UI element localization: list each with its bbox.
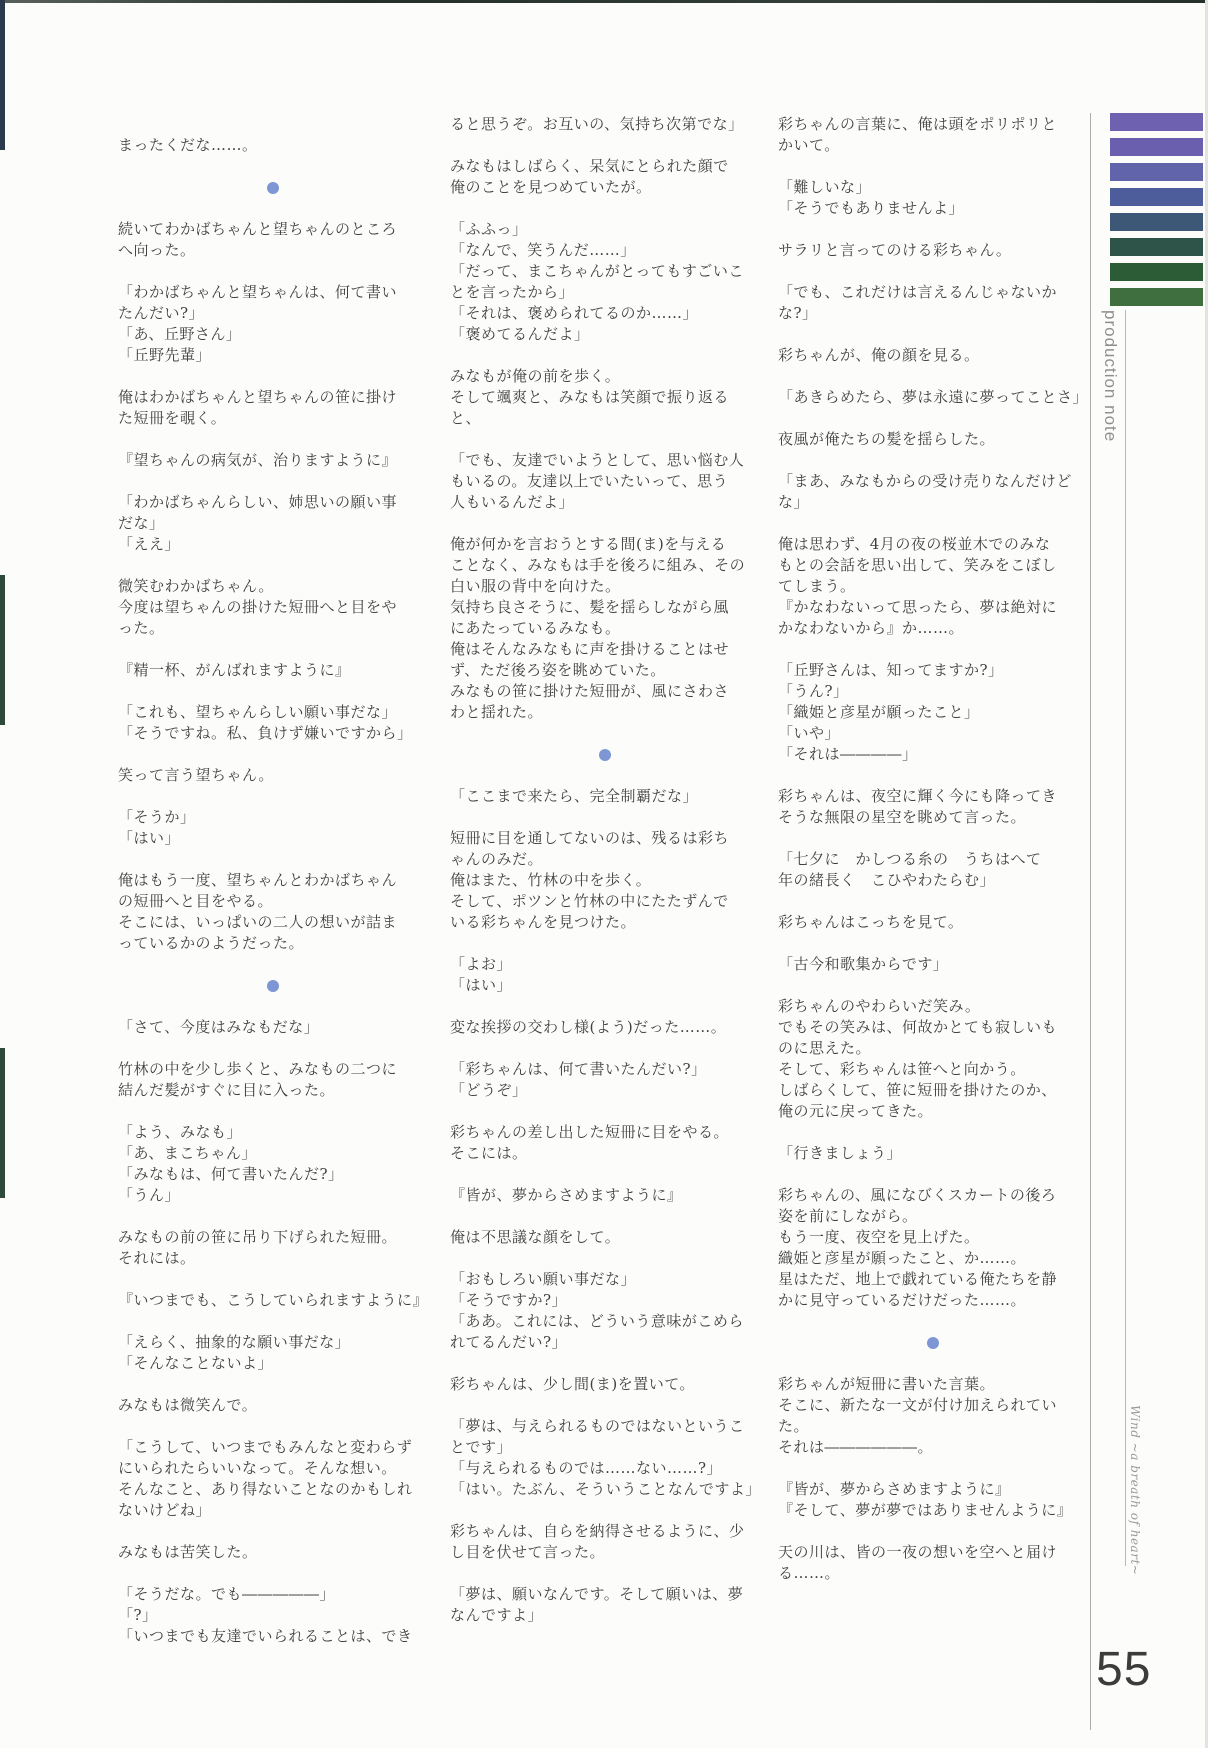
paragraph: [778, 660, 1088, 765]
text-line: る……。: [778, 1564, 841, 1582]
text-line: っているかのようだった。: [118, 934, 305, 952]
margin-inner-rule: [1125, 310, 1126, 1566]
paragraph: [118, 1542, 428, 1563]
text-line: 今度は望ちゃんの掛けた短冊へと目をや: [118, 598, 398, 616]
paragraph: [118, 1059, 428, 1101]
text-line: 「うん」: [118, 1186, 181, 1204]
text-line: ないけどね」: [118, 1501, 212, 1519]
text-line: てしまう。: [778, 577, 856, 595]
text-line: 「古今和歌集からです」: [778, 955, 949, 973]
text-line: 結んだ髪がすぐに目に入った。: [118, 1081, 336, 1099]
paragraph: [778, 996, 1088, 1122]
text-line: 「なんで、笑うんだ……」: [450, 241, 636, 259]
text-line: みなもはしばらく、呆気にとられた顔で: [450, 157, 729, 175]
paragraph: [778, 282, 1088, 324]
text-line: そして、彩ちゃんは笹へと向かう。: [778, 1060, 1026, 1078]
paragraph: [778, 786, 1088, 828]
text-line: た短冊を覗く。: [118, 409, 227, 427]
paragraph: [118, 1395, 428, 1416]
text-line: 「まあ、みなもからの受け売りなんだけど: [778, 472, 1072, 490]
text-line: 「わかばちゃんらしい、姉思いの願い事: [118, 493, 398, 511]
text-line: 「そんなことないよ」: [118, 1354, 274, 1372]
paragraph: [118, 1437, 428, 1521]
paragraph: [118, 1227, 428, 1269]
text-line: 竹林の中を少し歩くと、みなもの二つに: [118, 1060, 398, 1078]
color-bar: [1110, 113, 1203, 131]
text-line: 「こうして、いつまでもみんなと変わらず: [118, 1438, 413, 1456]
text-line: ことなく、みなもは手を後ろに組み、その: [450, 556, 746, 574]
story-column-1: [118, 135, 428, 1647]
text-line: 星はただ、地上で戯れている俺たちを静: [778, 1270, 1058, 1288]
paragraph: [778, 177, 1088, 219]
paragraph: [450, 1269, 760, 1353]
text-line: 「おもしろい願い事だな」: [450, 1270, 637, 1288]
text-line: 「でも、これだけは言えるんじゃないか: [778, 283, 1058, 301]
text-line: 「そうですか?」: [450, 1291, 568, 1309]
section-separator: [450, 744, 760, 765]
text-line: 俺のことを見つめていたが。: [450, 178, 652, 196]
paragraph: [118, 450, 428, 471]
text-line: 「彩ちゃんは、何て書いたんだい?」: [450, 1060, 707, 1078]
text-line: 続いてわかばちゃんと望ちゃんのところ: [118, 220, 398, 238]
color-bar: [1110, 213, 1203, 231]
paragraph: [778, 1374, 1088, 1458]
page-left-edge-mark: [0, 1048, 5, 1198]
text-line: もう一度、夜空を見上げた。: [778, 1228, 980, 1246]
paragraph: [118, 135, 428, 156]
paragraph: [450, 786, 760, 807]
text-line: 「はい」: [118, 829, 181, 847]
paragraph: [778, 429, 1088, 450]
text-line: 「だって、まこちゃんがとってもすごいこ: [450, 262, 744, 280]
text-line: ゃんのみだ。: [450, 850, 544, 868]
paragraph: [778, 912, 1088, 933]
text-line: 俺はそんなみなもに声を掛けることはせ: [450, 640, 730, 658]
text-line: 彩ちゃんが短冊に書いた言葉。: [778, 1375, 996, 1393]
text-line: 「難しいな」: [778, 178, 872, 196]
paragraph: [450, 1374, 760, 1395]
text-line: れてるんだい?」: [450, 1333, 568, 1351]
paragraph: [450, 1185, 760, 1206]
text-line: 短冊に目を通してないのは、残るは彩ち: [450, 829, 730, 847]
color-bar: [1110, 138, 1203, 156]
text-line: な?」: [778, 304, 818, 322]
paragraph: [778, 1143, 1088, 1164]
paragraph: [450, 1122, 760, 1164]
text-line: だな」: [118, 514, 165, 532]
paragraph: [118, 660, 428, 681]
text-line: にあたっているみなも。: [450, 619, 621, 637]
text-line: 「どうぞ」: [450, 1081, 528, 1099]
text-line: そこに、新たな一文が付け加えられてい: [778, 1396, 1058, 1414]
page-left-edge-mark: [0, 575, 5, 725]
paragraph: [778, 345, 1088, 366]
text-line: なんですよ」: [450, 1606, 544, 1624]
paragraph: [118, 1017, 428, 1038]
story-column-2: [450, 114, 760, 1626]
text-line: しばらくして、笹に短冊を掛けたのか、: [778, 1081, 1057, 1099]
text-line: 「丘野先輩」: [118, 346, 212, 364]
text-line: 「そうだな。でも―――――」: [118, 1585, 336, 1603]
text-line: 「それは、褒められてるのか……」: [450, 304, 699, 322]
text-line: と、: [450, 409, 482, 427]
text-line: 「わかばちゃんと望ちゃんは、何て書い: [118, 283, 398, 301]
text-line: 笑って言う望ちゃん。: [118, 766, 274, 784]
text-line: 夜風が俺たちの髪を揺らした。: [778, 430, 996, 448]
paragraph: [118, 870, 428, 954]
text-line: 「丘野さんは、知ってますか?」: [778, 661, 1004, 679]
text-line: 「そうですね。私、負けず嫌いですから」: [118, 724, 413, 742]
text-line: 俺の元に戻ってきた。: [778, 1102, 934, 1120]
text-line: 微笑むわかばちゃん。: [118, 577, 274, 595]
text-line: 「よう、みなも」: [118, 1123, 243, 1141]
text-line: 「よお」: [450, 955, 513, 973]
section-separator: [778, 1332, 1088, 1353]
section-separator-dot: [599, 749, 611, 761]
paragraph: [118, 807, 428, 849]
text-line: それは――――――。: [778, 1438, 934, 1456]
section-separator: [118, 177, 428, 198]
text-line: 彩ちゃんは、夜空に輝く今にも降ってき: [778, 787, 1058, 805]
paragraph: [118, 576, 428, 639]
text-line: 「それは――――」: [778, 745, 918, 763]
paragraph: [778, 1185, 1088, 1311]
text-line: 「でも、友達でいようとして、思い悩む人: [450, 451, 745, 469]
text-line: 年の緒長く こひやわたらむ」: [778, 871, 996, 889]
text-line: 彩ちゃんはこっちを見て。: [778, 913, 964, 931]
text-line: 『望ちゃんの病気が、治りますように』: [118, 451, 398, 469]
text-line: 「褒めてるんだよ」: [450, 325, 590, 343]
paragraph: [450, 954, 760, 996]
text-line: な」: [778, 493, 810, 511]
text-line: みなもの前の笹に吊り下げられた短冊。: [118, 1228, 398, 1246]
text-line: たんだい?」: [118, 304, 205, 322]
text-line: ず、ただ後ろ姿を眺めていた。: [450, 661, 666, 679]
paragraph: [118, 1584, 428, 1647]
text-line: 織姫と彦星が願ったこと、か……。: [778, 1249, 1027, 1267]
text-line: そうな無限の星空を眺めて言った。: [778, 808, 1027, 826]
text-line: 彩ちゃんは、自らを納得させるように、少: [450, 1522, 745, 1540]
text-line: それには。: [118, 1249, 196, 1267]
text-line: 姿を前にしながら。: [778, 1207, 918, 1225]
text-line: 『皆が、夢からさめますように』: [778, 1480, 1011, 1498]
text-line: 「あ、まこちゃん」: [118, 1144, 257, 1162]
text-line: 彩ちゃんの、風になびくスカートの後ろ: [778, 1186, 1057, 1204]
section-separator-dot: [927, 1337, 939, 1349]
series-title-script: Wind ~a breath of heart~: [1128, 1405, 1142, 1576]
text-line: 変な挨拶の交わし様(よう)だった……。: [450, 1018, 727, 1036]
text-line: にいられたらいいなって。そんな想い。: [118, 1459, 397, 1477]
text-line: そんなこと、あり得ないことなのかもしれ: [118, 1480, 413, 1498]
page-left-edge-mark: [0, 0, 5, 150]
text-line: 「ああ。これには、どういう意味がこめら: [450, 1312, 744, 1330]
text-line: 『かなわないって思ったら、夢は絶対に: [778, 598, 1058, 616]
color-bar: [1110, 238, 1203, 256]
text-line: 「織姫と彦星が願ったこと」: [778, 703, 980, 721]
text-line: 「?」: [118, 1606, 158, 1624]
text-line: 俺はわかばちゃんと望ちゃんの笹に掛け: [118, 388, 398, 406]
paragraph: [450, 1521, 760, 1563]
text-line: 「行きましょう」: [778, 1144, 903, 1162]
text-line: かなわないから』か……。: [778, 619, 965, 637]
text-line: まったくだな……。: [118, 136, 258, 154]
text-line: とです」: [450, 1438, 513, 1456]
text-line: 白い服の背中を向けた。: [450, 577, 621, 595]
text-line: もとの会話を思い出して、笑みをこぼし: [778, 556, 1057, 574]
text-line: 「夢は、与えられるものではないというこ: [450, 1417, 745, 1435]
text-line: 「いつまでも友達でいられることは、でき: [118, 1627, 413, 1645]
story-column-3: [778, 114, 1088, 1584]
margin-separator-rule: [1090, 113, 1091, 1730]
text-line: 彩ちゃんは、少し間(ま)を置いて。: [450, 1375, 695, 1393]
paragraph: [118, 219, 428, 261]
paragraph: [778, 387, 1088, 408]
text-line: 彩ちゃんが、俺の顔を見る。: [778, 346, 980, 364]
text-line: ると思うぞ。お互いの、気持ち次第でな」: [450, 115, 744, 133]
text-line: みなもが俺の前を歩く。: [450, 367, 621, 385]
paragraph: [118, 1332, 428, 1374]
text-line: 「えらく、抽象的な願い事だな」: [118, 1333, 351, 1351]
text-line: し目を伏せて言った。: [450, 1543, 606, 1561]
text-line: 「いや」: [778, 724, 841, 742]
paragraph: [778, 849, 1088, 891]
text-line: 「七夕に かしつる糸の うちはへて: [778, 850, 1042, 868]
text-line: った。: [118, 619, 165, 637]
paragraph: [450, 114, 760, 135]
text-line: みなもの笹に掛けた短冊が、風にさわさ: [450, 682, 730, 700]
paragraph: [118, 702, 428, 744]
text-line: のに思えた。: [778, 1039, 872, 1057]
page-number: 55: [1096, 1643, 1152, 1696]
text-line: 彩ちゃんの差し出した短冊に目をやる。: [450, 1123, 730, 1141]
text-line: みなもは苦笑した。: [118, 1543, 258, 1561]
text-line: 彩ちゃんのやわらいだ笑み。: [778, 997, 981, 1015]
paragraph: [778, 114, 1088, 156]
text-line: 「与えられるものでは……ない……?」: [450, 1459, 723, 1477]
text-line: 「はい。たぶん、そういうことなんですよ」: [450, 1480, 761, 1498]
text-line: 「そうでもありませんよ」: [778, 199, 965, 217]
text-line: もいるの。友達以上でいたいって、思う: [450, 472, 729, 490]
text-line: いる彩ちゃんを見つけた。: [450, 913, 637, 931]
color-bar: [1110, 288, 1203, 306]
text-line: 俺はまた、竹林の中を歩く。: [450, 871, 652, 889]
text-line: へ向った。: [118, 241, 196, 259]
text-line: でもその笑みは、何故かとても寂しいも: [778, 1018, 1058, 1036]
text-line: かいて。: [778, 136, 840, 154]
text-line: 「これも、望ちゃんらしい願い事だな」: [118, 703, 398, 721]
paragraph: [118, 765, 428, 786]
text-line: 「あ、丘野さん」: [118, 325, 242, 343]
paragraph: [778, 471, 1088, 513]
text-line: 気持ち良さそうに、髪を揺らしながら風: [450, 598, 730, 616]
margin-section-label: production note: [1101, 310, 1120, 443]
text-line: そして颯爽と、みなもは笑顔で振り返る: [450, 388, 730, 406]
section-separator-dot: [267, 980, 279, 992]
paragraph: [778, 534, 1088, 639]
text-line: 俺は不思議な顔をして。: [450, 1228, 621, 1246]
text-line: 彩ちゃんの言葉に、俺は頭をポリポリと: [778, 115, 1058, 133]
section-separator: [118, 975, 428, 996]
section-separator-dot: [267, 182, 279, 194]
text-line: サラリと言ってのける彩ちゃん。: [778, 241, 1012, 259]
paragraph: [778, 240, 1088, 261]
text-line: 『いつまでも、こうしていられますように』: [118, 1291, 429, 1309]
paragraph: [450, 1017, 760, 1038]
text-line: 「ここまで来たら、完全制覇だな」: [450, 787, 699, 805]
paragraph: [450, 1227, 760, 1248]
text-line: 『皆が、夢からさめますように』: [450, 1186, 683, 1204]
text-line: みなもは微笑んで。: [118, 1396, 258, 1414]
text-line: 「夢は、願いなんです。そして願いは、夢: [450, 1585, 744, 1603]
paragraph: [450, 1416, 760, 1500]
text-line: 俺が何かを言おうとする間(ま)を与える: [450, 535, 727, 553]
paragraph: [118, 492, 428, 555]
paragraph: [118, 1122, 428, 1206]
color-bar: [1110, 263, 1203, 281]
paragraph: [450, 219, 760, 345]
text-line: 天の川は、皆の一夜の想いを空へと届け: [778, 1543, 1058, 1561]
text-line: 「ふふっ」: [450, 220, 528, 238]
text-line: そして、ポツンと竹林の中にたたずんで: [450, 892, 729, 910]
text-line: 「はい」: [450, 976, 513, 994]
paragraph: [118, 387, 428, 429]
text-line: 「あきらめたら、夢は永遠に夢ってことさ」: [778, 388, 1089, 406]
paragraph: [778, 954, 1088, 975]
paragraph: [450, 450, 760, 513]
color-bar-stack: [1110, 113, 1203, 313]
text-line: 「みなもは、何て書いたんだ?」: [118, 1165, 344, 1183]
text-line: そこには、いっぱいの二人の想いが詰ま: [118, 913, 398, 931]
color-bar: [1110, 163, 1203, 181]
paragraph: [450, 828, 760, 933]
paragraph: [778, 1479, 1088, 1521]
paragraph: [778, 1542, 1088, 1584]
text-line: 「さて、今度はみなもだな」: [118, 1018, 320, 1036]
paragraph: [450, 534, 760, 723]
paragraph: [450, 1059, 760, 1101]
text-line: 「そうか」: [118, 808, 196, 826]
text-line: 俺はもう一度、望ちゃんとわかばちゃん: [118, 871, 398, 889]
text-line: た。: [778, 1417, 810, 1435]
text-line: わと揺れた。: [450, 703, 544, 721]
text-line: 人もいるんだよ」: [450, 493, 575, 511]
text-line: 『そして、夢が夢ではありませんように』: [778, 1501, 1073, 1519]
text-line: 「ええ」: [118, 535, 181, 553]
text-line: 「うん?」: [778, 682, 849, 700]
page-top-border: [0, 0, 1208, 3]
paragraph: [118, 1290, 428, 1311]
paragraph: [450, 156, 760, 198]
text-line: 『精一杯、がんばれますように』: [118, 661, 351, 679]
text-line: の短冊へと目をやる。: [118, 892, 274, 910]
text-line: 俺は思わず、4月の夜の桜並木でのみな: [778, 535, 1051, 553]
color-bar: [1110, 188, 1203, 206]
text-line: かに見守っているだけだった……。: [778, 1291, 1027, 1309]
paragraph: [450, 1584, 760, 1626]
text-line: とを言ったから」: [450, 283, 575, 301]
paragraph: [450, 366, 760, 429]
paragraph: [118, 282, 428, 366]
text-line: そこには。: [450, 1144, 528, 1162]
